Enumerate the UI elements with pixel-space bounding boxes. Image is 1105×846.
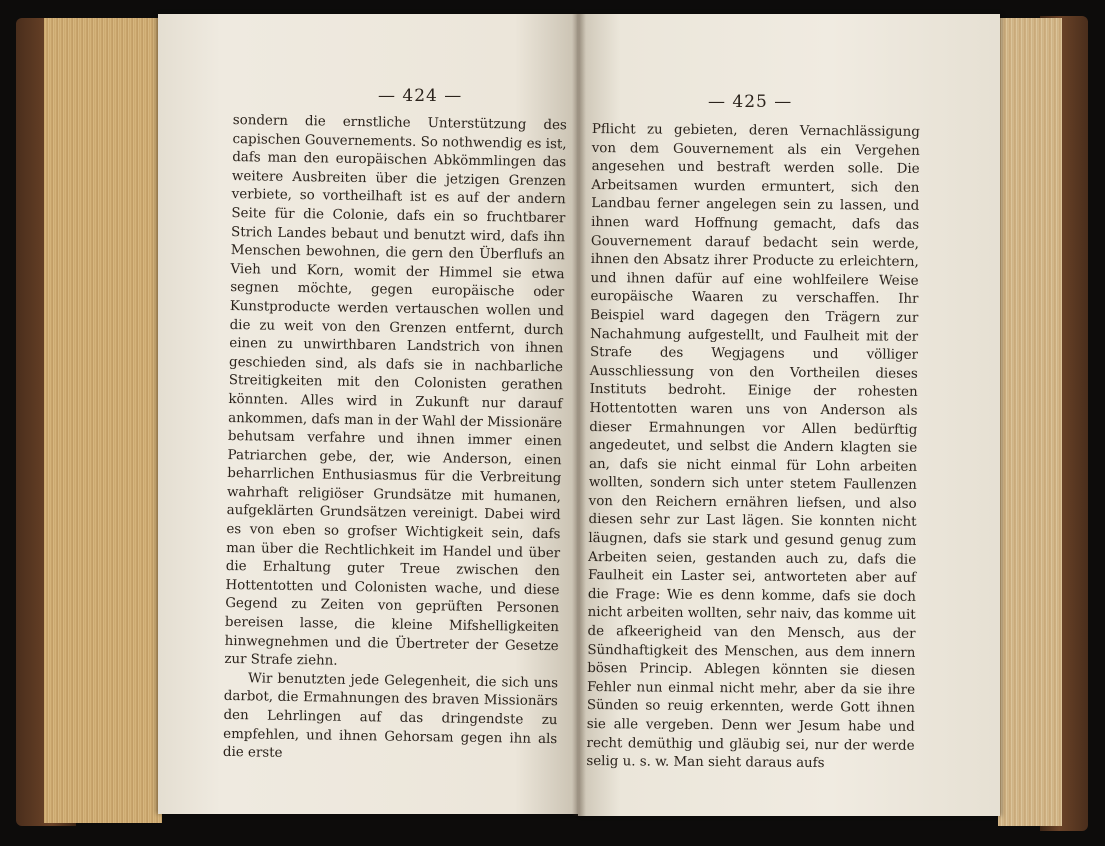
left-page-number: — 424 — (378, 86, 463, 106)
right-page-text (586, 121, 920, 775)
right-paragraph-1: Pflicht zu gebieten, deren Vernachlässigung von dem Gouvernement als ein Vergehen angesehen und bestraft werden solle. Die Arbeitsamen wurden ermuntert, sich den Landbau ferner angelegen sein zu lassen, und ihnen ward Hoffnung gemacht, dafs das Gouvernement darauf bedacht sein werde, ihnen den Absatz ihrer Producte zu erleichtern, und ihnen dafür auf eine wohlfeilere Weise europäische Waaren zu verschaffen. Ihr Beispiel ward dagegen den Trägern zur Nachahmung aufgestellt, und Faulheit mit der Strafe des Wegjagens und völliger Ausschliessung von den Vortheilen dieses Instituts bedroht. Einige der rohesten Hottentotten waren uns von Anderson als dieser Ermahnungen vor Allen bedürftig angedeutet, und selbst die Andern klagten sie an, dafs sie nicht einmal für Lohn arbeiten wollten, sondern sich unter stetem Faullenzen von den Reichern ernähren liefsen, und also diesen sehr zur Last lägen. Sie konnten nicht läugnen, dafs sie stark und gesund genug zum Arbeiten seien, gestanden auch zu, dafs die Faulheit ein Laster sei, antworteten aber auf die Frage: Wie es denn komme, dafs sie doch nicht arbeiten wollten, sehr naiv, das komme uit de afkeerigheid van den Mensch, aus der Sündhaftigkeit des Menschen, aus dem innern bösen Princip. Ablegen könnten sie diesen Fehler nun einmal nicht mehr, aber da sie ihre Sünden so reuig erkennten, werde Gott ihnen sie alle vergeben. Denn wer Jesum habe und recht demüthig und gläubig sei, nur der werde selig u. s. w. Man sieht daraus aufs (586, 121, 920, 772)
right-page-number: — 425 — (708, 92, 793, 112)
page-edges-left (44, 18, 162, 823)
book-gutter (572, 14, 586, 816)
left-paragraph-1: sondern die ernstliche Unterstützung des capischen Gouvernements. So nothwendig es ist, dafs man den europäischen Abkömmlingen das weitere Ausbreiten über die jetzigen Grenzen verbiete, so vortheilhaft ist es auf der andern Seite für die Colonie, dafs ein so fruchtbarer Strich Landes bebaut und benutzt wird, dafs ihn Menschen bewohnen, die gern den Überflufs an Vieh und Korn, womit der Himmel sie etwa segnen möchte, gegen europäische oder Kunstproducte werden vertauschen wollen und die zu weit von den Grenzen entfernt, durch einen zu unwirthbaren Landstrich von ihnen geschieden sind, als dafs sie in nachbarliche Streitigkeiten mit den Colonisten gerathen könnten. Alles wird in Zukunft nur darauf ankommen, dafs man in der Wahl der Missionäre behutsam verfahre und ihnen immer einen Patriarchen gebe, der, wie Anderson, einen beharrlichen Enthusiasmus für die Verbreitung wahrhaft religiöser Grundsätze mit humanen, aufgeklärten Grundsätzen vereinigt. Dabei wird es von eben so grofser Wichtigkeit sein, dafs man über die Rechtlichkeit im Handel und über die Erhaltung guter Treue zwischen den Hottentotten und Colonisten wache, und diese Gegend zu Zeiten von geprüften Personen bereisen lasse, die kleine Mifshelligkeiten hinwegnehmen und die Übertreter der Gesetze zur Strafe ziehn. (224, 112, 567, 669)
page-edges-right (998, 18, 1062, 826)
left-paragraph-2: Wir benutzten jede Gelegenheit, die sich uns darbot, die Ermahnungen des braven Missionärs den Lehrlingen auf das dringendste zu empfehlen, und ihnen Gehorsam gegen ihn als die erste (222, 671, 559, 762)
left-page-text (223, 112, 567, 768)
